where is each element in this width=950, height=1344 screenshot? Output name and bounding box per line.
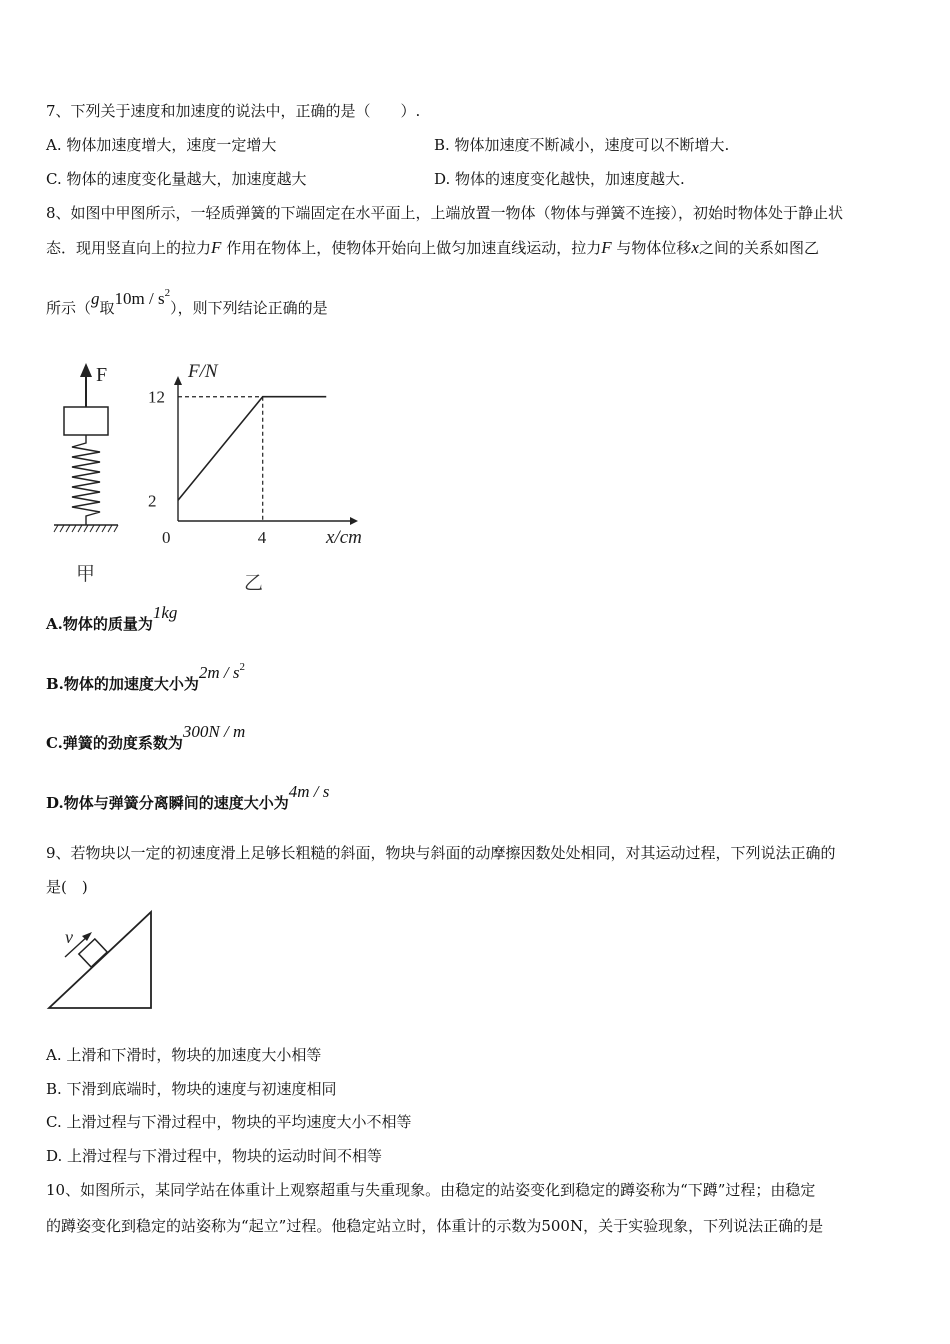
q9-option-c: C. 上滑过程与下滑过程中，物块的平均速度大小不相等: [46, 1113, 412, 1131]
q8-stem-line2: [46, 238, 819, 258]
y-axis-label: F/N: [188, 361, 218, 382]
q8-option-b-math: [199, 663, 245, 682]
q8-option-c-text: C.弹簧的劲度系数为: [46, 734, 183, 752]
x-axis-arrow: [350, 517, 358, 525]
q9-stem-line2: 是( ): [46, 878, 88, 896]
x-tick-label-4: 4: [257, 528, 267, 547]
q8-option-b-math-text: 2m / s: [198, 663, 240, 682]
q10-stem-line2: 的蹲姿变化到稳定的站姿称为“起立”过程。他稳定站立时，体重计的示数为500N，关于实验现象，下列说法正确的是: [46, 1217, 824, 1235]
q8-stem-line3: [46, 287, 328, 320]
q8-option-d-math: 4m / s: [288, 782, 330, 801]
y-tick-label-2: 2: [148, 491, 157, 511]
ground-hatch: [54, 525, 118, 532]
q7-option-c: C. 物体的速度变化量越大，加速度越大: [46, 170, 307, 188]
gravity-value-text: 10m / s: [114, 289, 165, 308]
q7-option-b: B. 物体加速度不断减小，速度可以不断增大.: [434, 136, 730, 154]
q8-stem-line1: 8、如图中甲图所示，一轻质弹簧的下端固定在水平面上，上端放置一物体（物体与弹簧不连接），初始时物体处于静止状: [46, 204, 844, 222]
q7-stem: 7、下列关于速度和加速度的说法中，正确的是（ ）.: [46, 102, 421, 120]
block: [64, 407, 108, 435]
y-tick-label-12: 12: [148, 387, 165, 407]
slider-block: [79, 939, 107, 967]
q8-option-d: [46, 782, 330, 813]
gravity-exponent: 2: [164, 287, 171, 299]
velocity-label: v: [65, 927, 73, 947]
displacement-symbol: x: [691, 238, 699, 257]
q10-stem-line1: 10、如图所示，某同学站在体重计上观察超重与失重现象。由稳定的站姿变化到稳定的蹲姿称为“下蹲”过程；由稳定: [46, 1181, 816, 1199]
q8-option-c-math: 300N / m: [182, 722, 246, 741]
q8-option-b-text: B.物体的加速度大小为: [46, 675, 199, 693]
q8-line2-part-a: 态．现用竖直向上的拉力: [46, 239, 212, 257]
q8-option-a-text: A.物体的质量为: [46, 615, 153, 633]
q8-line3-part-a: 所示（: [46, 299, 92, 317]
y-axis-arrow: [174, 376, 182, 385]
force-symbol: F: [211, 238, 222, 257]
x-axis-label: x/cm: [326, 527, 362, 548]
q8-option-d-text: D.物体与弹簧分离瞬间的速度大小为: [46, 794, 289, 812]
q8-line3-part-b: 取: [99, 299, 115, 317]
q8-line3-part-c: ），则下列结论正确的是: [170, 299, 328, 317]
force-symbol-2: F: [601, 238, 612, 257]
gravity-symbol: g: [91, 289, 100, 308]
q8-line2-part-b: 作用在物体上，使物体开始向上做匀加速直线运动，拉力: [226, 239, 602, 257]
gravity-value: [115, 289, 171, 308]
q8-option-a-math: 1kg: [152, 603, 178, 622]
spring-coil: [72, 435, 100, 525]
q7-option-d: D. 物体的速度变化越快，加速度越大.: [434, 170, 685, 188]
figure-incline: [46, 905, 161, 1015]
q8-option-b-exponent: 2: [239, 661, 246, 673]
q9-option-d: D. 上滑过程与下滑过程中，物块的运动时间不相等: [46, 1147, 383, 1165]
series-line-F: [178, 397, 326, 501]
force-arrow-head: [80, 363, 92, 377]
caption-yi: 乙: [244, 573, 264, 590]
q8-line2-part-c: 与物体位移: [616, 239, 692, 257]
force-label: F: [96, 364, 108, 386]
origin-label: 0: [162, 528, 171, 547]
q9-option-b: B. 下滑到底端时，物块的速度与初速度相同: [46, 1080, 337, 1098]
q8-line2-part-d: 之间的关系如图乙: [698, 239, 819, 257]
q8-option-c: [46, 722, 246, 753]
q8-option-a: [46, 603, 178, 634]
figure-force-displacement-graph: [140, 355, 390, 590]
q9-stem-line1: 9、若物块以一定的初速度滑上足够长粗糙的斜面，物块与斜面的动摩擦因数处处相同，对其运动过程，下列说法正确的: [46, 844, 836, 862]
q7-option-a: A. 物体加速度增大，速度一定增大: [46, 136, 277, 154]
caption-jia: 甲: [76, 564, 96, 585]
q8-option-b: [46, 661, 246, 696]
q9-option-a: A. 上滑和下滑时，物块的加速度大小相等: [46, 1046, 322, 1064]
